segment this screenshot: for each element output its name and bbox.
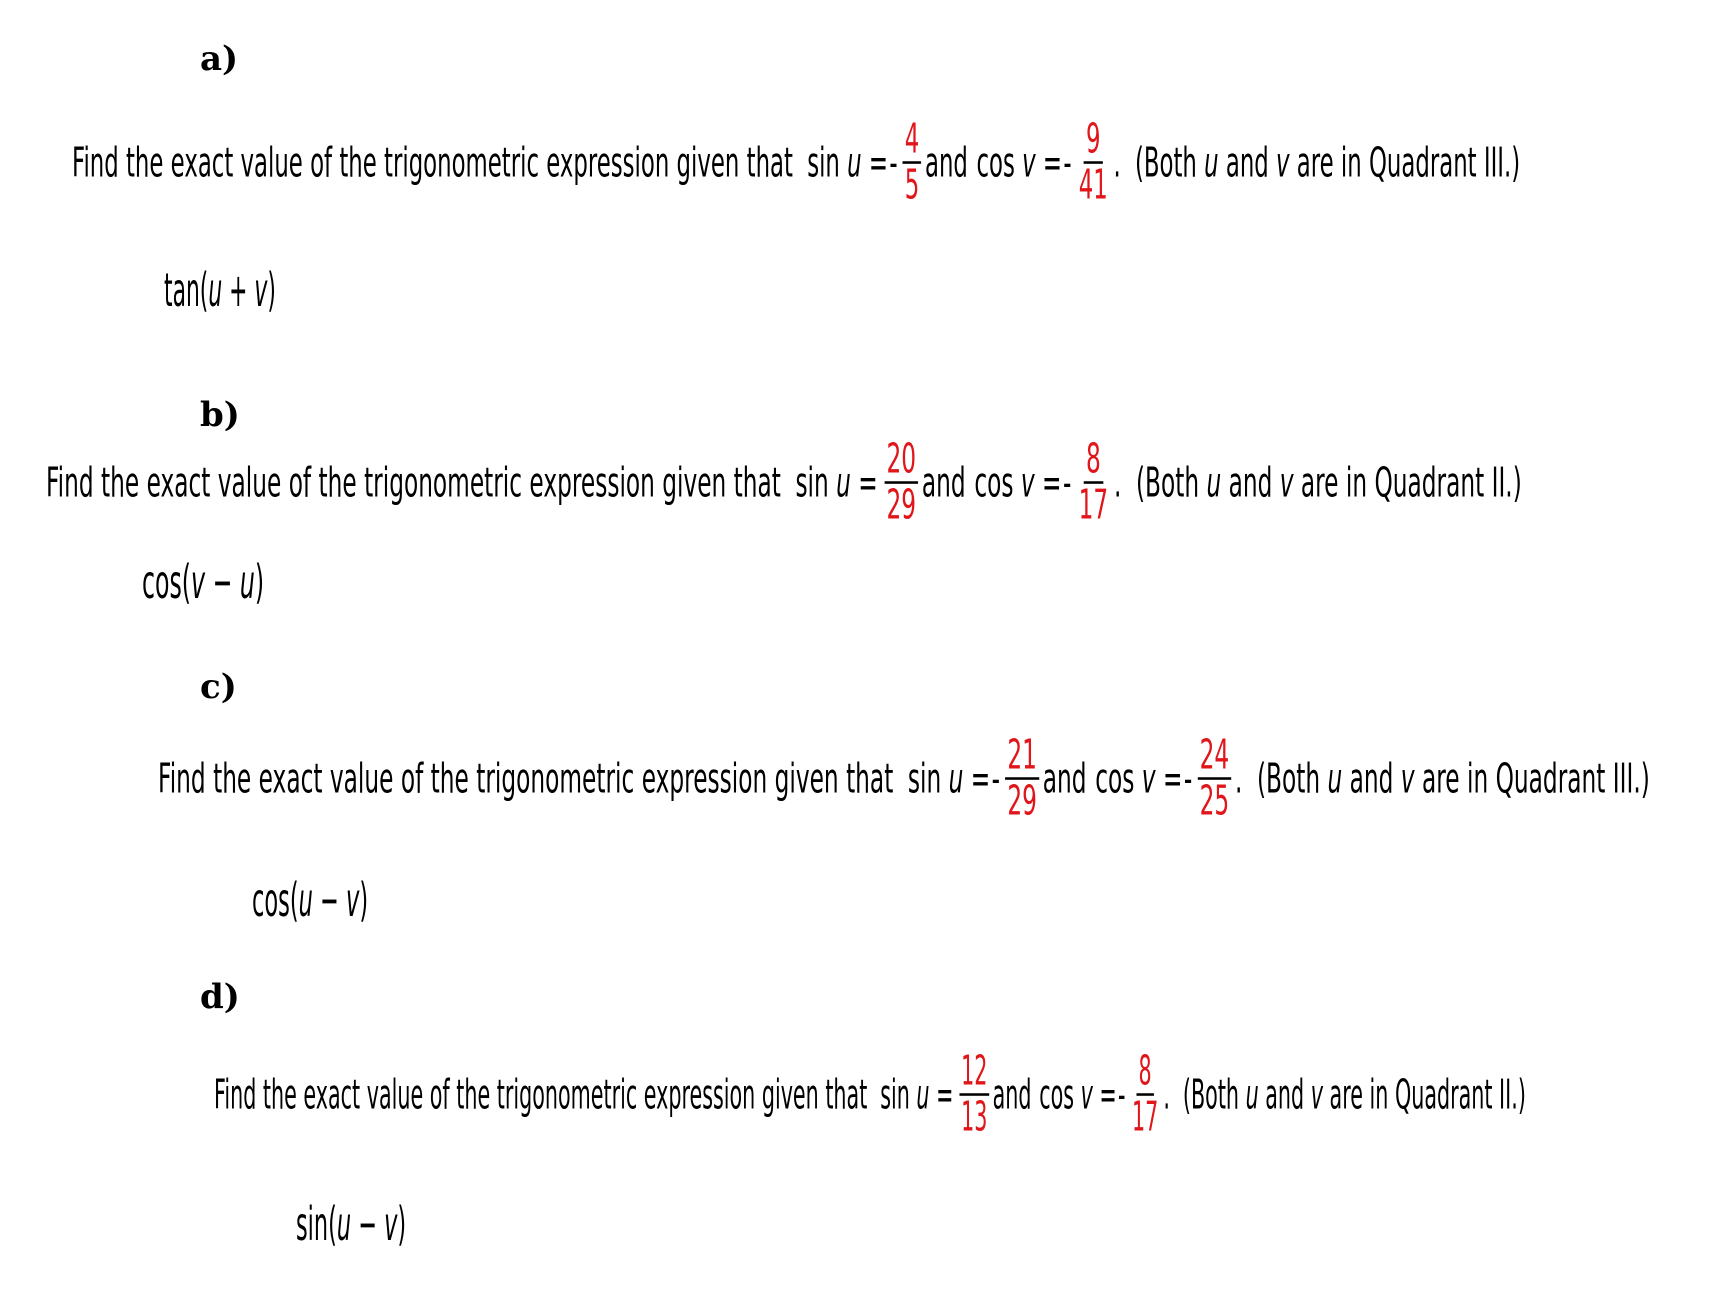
cos-sign: - [1062,457,1072,507]
note-open: (Both [1134,137,1197,187]
sin-label: sin [807,137,840,187]
note-rest: are in Quadrant III.) [1296,137,1521,187]
cos-denominator: 17 [1078,479,1109,529]
and-word: and [924,137,968,187]
sin-label: sin [880,1069,910,1119]
note-and: and [1349,753,1394,803]
sin-denominator: 29 [1007,775,1037,825]
expression-d [296,1196,406,1251]
sin-denominator: 13 [961,1091,988,1141]
cos-label: cos [974,457,1014,507]
expr-close: ) [359,872,369,928]
cos-denominator: 25 [1199,775,1230,825]
cos-fraction [1130,1045,1160,1141]
sin-numerator: 21 [1005,734,1039,780]
expr-op: − [212,554,233,610]
cos-numerator: 24 [1197,734,1231,780]
lead-text: Find the exact value of the trigonometric expression given that [72,137,793,187]
period: . [1113,137,1121,187]
note-var-v: v [1310,1069,1323,1119]
equals-sign: = [970,753,991,803]
lead-text: Find the exact value of the trigonometric expression given that [214,1069,868,1119]
expr-var-b: v [384,1196,398,1252]
cos-denominator: 41 [1078,159,1108,209]
cos-label: cos [1039,1069,1075,1119]
cos-fraction [1076,433,1110,529]
equals-sign: = [858,457,878,507]
expr-close: ) [397,1196,407,1252]
var-u: u [916,1069,930,1119]
var-v: v [1080,1069,1093,1119]
expression-a [164,262,276,317]
expr-var-b: v [346,872,360,928]
problem-label-c: c) [200,667,237,707]
note-var-u: u [1204,137,1219,187]
cos-label: cos [1095,753,1135,803]
problem-statement-a [72,113,1521,209]
and-word: and [1042,753,1087,803]
expr-close: ) [267,262,276,318]
note-var-u: u [1245,1069,1259,1119]
problem-label-b: b) [200,395,240,435]
cos-sign: - [1063,137,1072,187]
note-rest: are in Quadrant III.) [1421,753,1650,803]
sin-denominator: 5 [904,159,920,209]
expr-func: cos( [142,554,192,610]
problem-statement-b [46,433,1522,529]
var-v: v [1141,753,1156,803]
note-and: and [1265,1069,1305,1119]
equals-sign: = [868,137,888,187]
sin-numerator: 20 [884,438,918,484]
and-word: and [921,457,966,507]
expr-op: − [358,1196,377,1252]
cos-sign: - [1183,753,1193,803]
equals-sign: = [1099,1069,1117,1119]
sin-label: sin [795,457,829,507]
note-open: (Both [1182,1069,1240,1119]
equals-sign: = [1042,137,1062,187]
expr-op: + [229,262,248,318]
lead-text: Find the exact value of the trigonometric expression given that [46,457,781,507]
note-open: (Both [1256,753,1321,803]
expression-c [252,872,368,927]
problem-statement-c [158,729,1650,825]
var-v: v [1022,137,1036,187]
var-u: u [847,137,862,187]
expr-func: tan( [164,262,209,318]
note-var-u: u [1206,457,1222,507]
note-open: (Both [1135,457,1200,507]
expr-func: sin( [296,1196,337,1252]
note-var-v: v [1276,137,1290,187]
period: . [1114,457,1122,507]
sin-sign: - [991,753,1001,803]
sin-label: sin [907,753,942,803]
note-and: and [1225,137,1269,187]
note-and: and [1228,457,1273,507]
expr-var-b: u [239,554,255,610]
cos-denominator: 17 [1131,1091,1159,1141]
problem-statement-d [214,1045,1526,1141]
equals-sign: = [936,1069,954,1119]
sin-fraction [1005,729,1039,825]
expr-var-a: u [208,262,223,318]
cos-fraction [1197,729,1231,825]
equals-sign: = [1162,753,1183,803]
cos-numerator: 8 [1138,1045,1152,1095]
expr-var-a: v [191,554,206,610]
expr-var-a: u [336,1196,352,1252]
cos-fraction [1077,113,1110,209]
expr-close: ) [254,554,265,610]
sin-numerator: 12 [961,1045,988,1095]
expr-func: cos( [252,872,299,928]
sin-numerator: 4 [903,118,922,164]
sin-denominator: 29 [886,479,917,529]
sin-fraction [884,433,918,529]
expr-op: − [320,872,339,928]
sin-fraction [959,1045,989,1141]
cos-sign: - [1118,1069,1126,1119]
note-rest: are in Quadrant II.) [1329,1069,1526,1119]
note-var-v: v [1279,457,1294,507]
note-var-v: v [1400,753,1415,803]
equals-sign: = [1042,457,1062,507]
problem-label-a: a) [200,39,239,79]
problem-label-d: d) [200,977,240,1017]
sin-sign: - [889,137,898,187]
var-u: u [836,457,851,507]
lead-text: Find the exact value of the trigonometric expression given that [158,753,894,803]
var-v: v [1020,457,1035,507]
expr-var-a: u [298,872,313,928]
note-var-u: u [1327,753,1343,803]
expr-var-b: v [254,262,268,318]
expression-b [142,554,264,609]
sin-fraction [903,113,922,209]
cos-numerator: 8 [1084,438,1103,484]
period: . [1235,753,1243,803]
var-u: u [948,753,964,803]
note-rest: are in Quadrant II.) [1300,457,1522,507]
cos-numerator: 9 [1084,118,1103,164]
period: . [1163,1069,1170,1119]
and-word: and [992,1069,1032,1119]
cos-label: cos [976,137,1015,187]
